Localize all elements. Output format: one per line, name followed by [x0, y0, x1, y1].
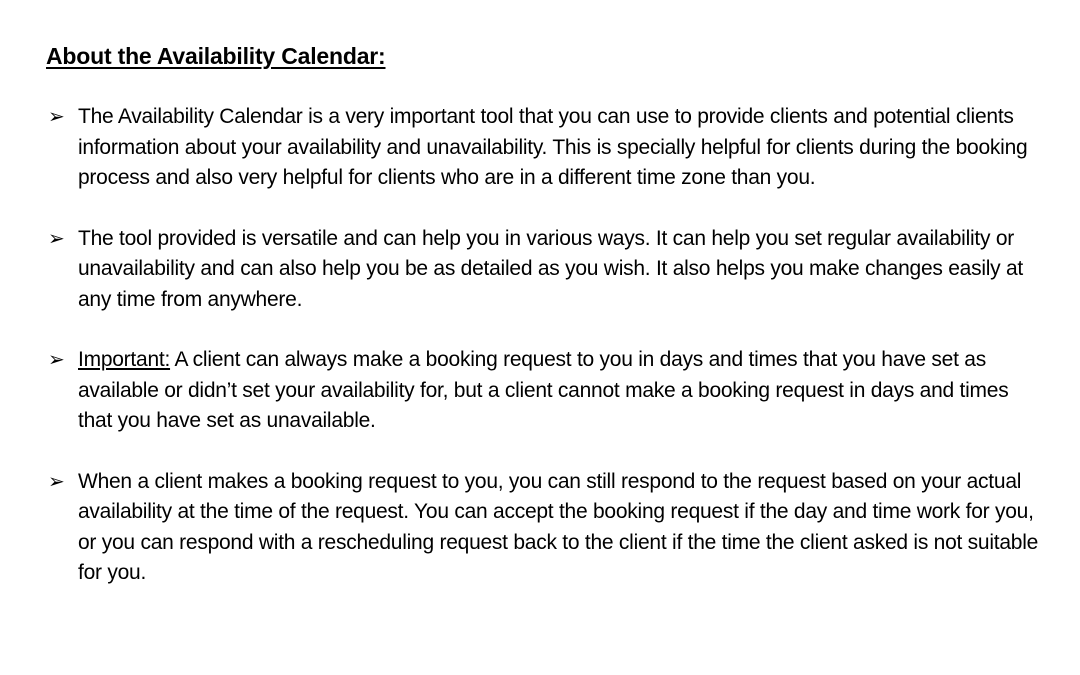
- bullet-item: [46, 102, 1046, 194]
- page-title: About the Availability Calendar:: [46, 43, 386, 69]
- important-label: Important:: [78, 348, 171, 371]
- document-page: [46, 40, 1046, 619]
- bullet-text: A client can always make a booking request to you in days and times that you have set as available or didn’t set your availability for, but a client cannot make a booking request in days and times that you have set as unavailable.: [78, 348, 1009, 432]
- arrow-bullet-icon: ➢: [48, 470, 65, 493]
- bullet-text: The tool provided is versatile and can help you in various ways. It can help you set regular availability or unavailability and can also help you be as detailed as you wish. It also helps you make changes easily at any time from anywhere.: [78, 226, 1024, 311]
- bullet-item: [46, 345, 1046, 437]
- arrow-bullet-icon: ➢: [48, 106, 65, 128]
- bullet-list: [46, 102, 1046, 589]
- arrow-bullet-icon: ➢: [48, 349, 65, 371]
- bullet-text: When a client makes a booking request to you, you can still respond to the request based on your actual availability at the time of the request. You can accept the booking request if the day and time work for you, or you can respond with a rescheduling request back to the client if the time the client asked is not suitable for you.: [78, 469, 1039, 584]
- bullet-item: [46, 224, 1046, 316]
- bullet-item: [46, 467, 1046, 589]
- bullet-text: The Availability Calendar is a very important tool that you can use to provide clients and potential clients information about your availability and unavailability. This is specially helpful for clients during the booking process and also very helpful for clients who are in a different time zone than you.: [78, 105, 1028, 189]
- arrow-bullet-icon: ➢: [48, 227, 65, 250]
